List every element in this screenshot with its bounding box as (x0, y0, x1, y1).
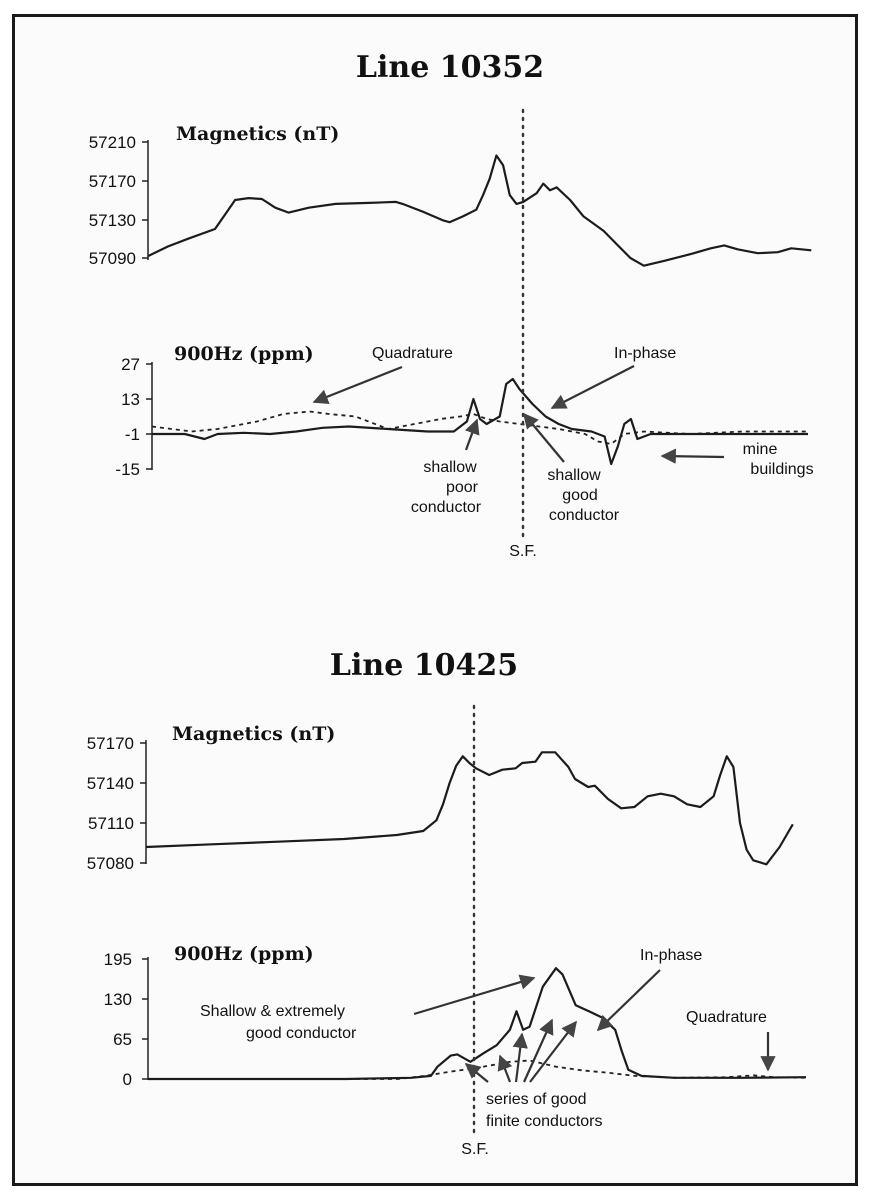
mag-tick-label-bottom-0: 57170 (86, 734, 134, 753)
sf-label-bottom: S.F. (461, 1141, 489, 1158)
mag-tick-label-top-1: 57170 (88, 172, 136, 191)
arrow-shallow-good-top (524, 414, 564, 462)
em-tick-label-bottom-3: 0 (122, 1070, 132, 1089)
mag-panel-title-top: Magnetics (nT) (176, 123, 340, 145)
em-panel-title-bottom: 900Hz (ppm) (174, 943, 314, 965)
mag-panel-title-bottom: Magnetics (nT) (172, 723, 336, 745)
arrow-series-1 (500, 1056, 510, 1082)
em-tick-label-bottom-1: 130 (103, 990, 132, 1009)
annotation-inphase-bottom: In-phase (640, 947, 703, 964)
annotation-shallow-good-line1: shallow (547, 467, 601, 484)
mag-series-line-top (148, 156, 811, 266)
em-tick-label-top-3: -15 (115, 460, 140, 479)
annotation-quadrature-bottom: Quadrature (686, 1009, 767, 1026)
chart-title-bottom: Line 10425 (329, 648, 519, 683)
em-tick-label-top-1: 13 (121, 390, 140, 409)
annotation-inphase-top: In-phase (614, 345, 677, 362)
em-tick-label-bottom-2: 65 (113, 1030, 132, 1049)
annotation-series-line2: finite conductors (486, 1113, 603, 1130)
annotation-shallow-poor-line1: shallow (423, 459, 477, 476)
em-tick-label-top-2: -1 (124, 425, 140, 444)
arrow-inphase-top (552, 366, 634, 408)
arrow-mine-buildings-top (662, 456, 724, 457)
arrow-inphase-bottom (598, 970, 660, 1030)
annotation-shallow-good-line3: conductor (548, 507, 620, 524)
arrow-shallow-poor-top (466, 420, 477, 450)
annotation-shallow-ext-line2: good conductor (246, 1025, 357, 1042)
mag-tick-label-top-0: 57210 (88, 133, 136, 152)
annotation-series-line1: series of good (486, 1091, 587, 1108)
mag-tick-label-top-3: 57090 (88, 249, 136, 268)
mag-tick-label-top-2: 57130 (88, 211, 136, 230)
inphase-series-line-top (152, 379, 808, 464)
annotation-quadrature-top: Quadrature (372, 345, 453, 362)
quadrature-series-line-bottom (148, 1061, 806, 1080)
annotation-shallow-poor-line3: conductor (410, 499, 482, 516)
mag-series-line-bottom (146, 752, 793, 864)
annotation-mine-line1: mine (742, 441, 778, 458)
em-tick-label-top-0: 27 (121, 355, 140, 374)
em-tick-label-bottom-0: 195 (103, 950, 132, 969)
mag-tick-label-bottom-2: 57110 (87, 814, 134, 833)
arrow-shallow-ext-bottom (414, 978, 534, 1014)
arrow-series-2 (516, 1034, 522, 1082)
chart-title-top: Line 10352 (355, 50, 545, 85)
mag-tick-label-bottom-1: 57140 (86, 774, 134, 793)
em-panel-title-top: 900Hz (ppm) (174, 343, 314, 365)
annotation-mine-line2: buildings (750, 461, 814, 478)
arrow-quadrature-top (314, 367, 402, 402)
annotation-shallow-ext-line1: Shallow & extremely (200, 1003, 345, 1020)
mag-tick-label-bottom-3: 57080 (86, 854, 134, 873)
sf-label-top: S.F. (509, 543, 537, 560)
annotation-shallow-poor-line2: poor (445, 479, 479, 496)
annotation-shallow-good-line2: good (562, 487, 598, 504)
